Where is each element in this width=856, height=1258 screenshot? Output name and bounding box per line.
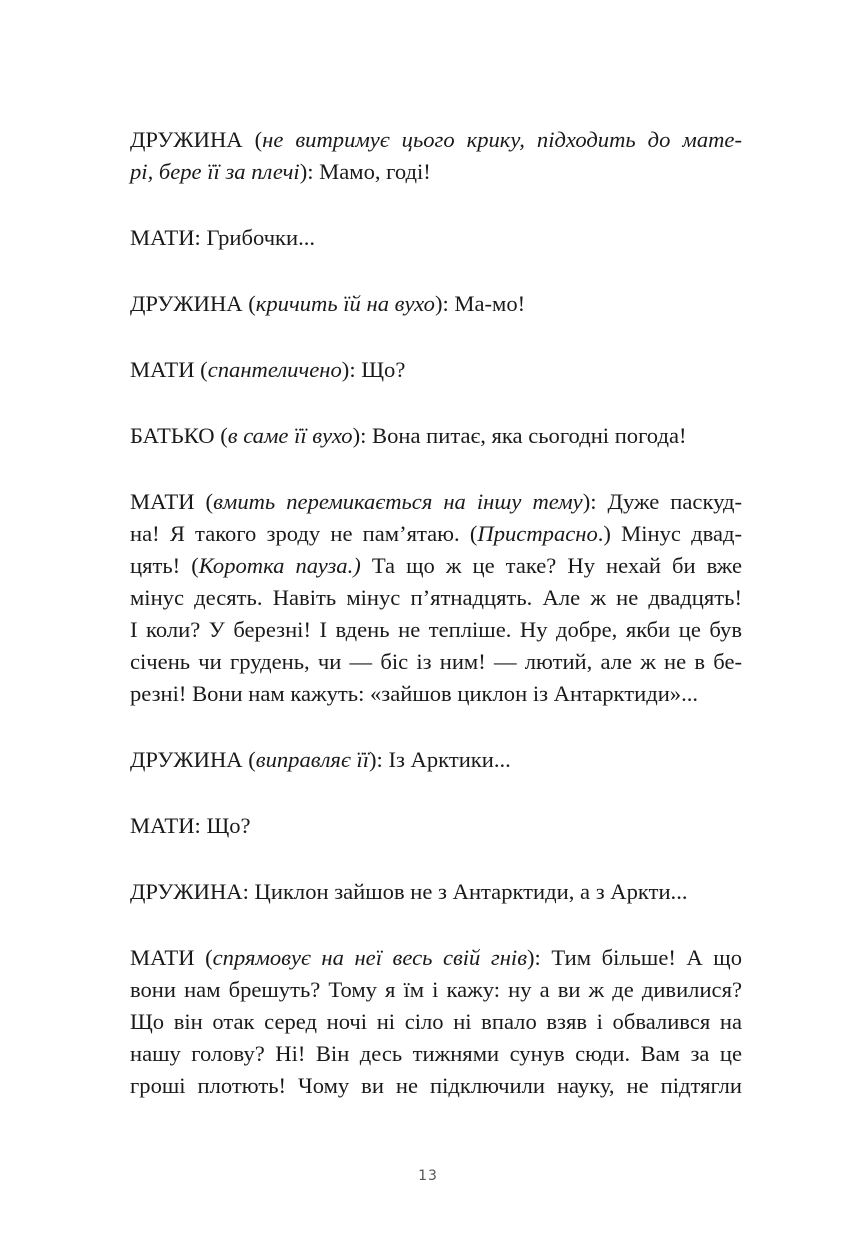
text-line: [130, 744, 742, 776]
dialogue-text: ДРУЖИНА (: [130, 291, 256, 316]
dialogue-text: ): Вона питає, яка сьогодні погода!: [352, 423, 687, 448]
dialogue-paragraph: [130, 942, 742, 1102]
dialogue-text: ): Із Арктики...: [369, 747, 511, 772]
dialogue-paragraph: [130, 222, 742, 254]
dialogue-text: ДРУЖИНА (: [130, 747, 256, 772]
dialogue-paragraph: [130, 486, 742, 710]
stage-direction: спантеличено: [207, 357, 342, 382]
dialogue-text: січень чи грудень, чи — біс із ним! — лютий, але ж не в бе-: [130, 649, 742, 674]
text-line: [130, 518, 742, 550]
dialogue-paragraph: [130, 876, 742, 908]
dialogue-text: МАТИ (: [130, 357, 208, 382]
dialogue-paragraph: [130, 744, 742, 776]
text-line: [130, 354, 742, 386]
dialogue-text: І коли? У березні! І вдень не тепліше. Ну добре, якби це був: [130, 617, 742, 642]
text-line: [130, 614, 742, 646]
stage-direction: спрямовує на неї весь свій гнів: [212, 945, 528, 970]
text-line: [130, 582, 742, 614]
play-text: [130, 124, 742, 1102]
stage-direction: вмить перемикається на іншу тему: [213, 489, 583, 514]
text-line: [130, 646, 742, 678]
text-line: [130, 876, 742, 908]
stage-direction: в саме її вухо: [227, 423, 353, 448]
dialogue-text: Та що ж це таке? Ну нехай би вже: [360, 553, 742, 578]
dialogue-text: нашу голову? Ні! Він десь тижнями сунув сюди. Вам за це: [130, 1041, 742, 1066]
dialogue-text: ): Що?: [341, 357, 406, 382]
dialogue-text: .) Мінус двад-: [597, 521, 742, 546]
text-line: [130, 1006, 742, 1038]
text-line: [130, 1038, 742, 1070]
dialogue-text: ): Дуже паскуд-: [582, 489, 742, 514]
page-number: 13: [418, 1168, 438, 1184]
dialogue-text: МАТИ (: [130, 489, 214, 514]
text-line: [130, 678, 742, 710]
stage-direction: не витримує цього крику, підходить до мате-: [262, 127, 742, 152]
dialogue-text: Що він отак серед ночі ні сіло ні впало взяв і обвалився на: [130, 1009, 742, 1034]
stage-direction: Коротка пауза.): [198, 553, 361, 578]
text-line: [130, 974, 742, 1006]
dialogue-text: ): Ма-мо!: [434, 291, 526, 316]
dialogue-text: ): Тим більше! А що: [527, 945, 742, 970]
text-line: [130, 810, 742, 842]
dialogue-paragraph: [130, 354, 742, 386]
dialogue-text: гроші плотють! Чому ви не підключили науку, не підтягли: [130, 1073, 742, 1098]
stage-direction: рі, бере її за плечі: [130, 159, 300, 184]
text-line: [130, 124, 742, 156]
dialogue-text: БАТЬКО (: [130, 423, 228, 448]
dialogue-text: ДРУЖИНА: Циклон зайшов не з Антарктиди, а з Аркти...: [130, 879, 688, 904]
dialogue-text: МАТИ: Грибочки...: [130, 225, 316, 250]
text-line: [130, 156, 742, 188]
text-line: [130, 486, 742, 518]
text-line: [130, 288, 742, 320]
text-line: [130, 420, 742, 452]
stage-direction: виправляє її: [255, 747, 369, 772]
dialogue-paragraph: [130, 420, 742, 452]
stage-direction: кричить їй на вухо: [255, 291, 435, 316]
text-line: [130, 942, 742, 974]
dialogue-text: резні! Вони нам кажуть: «зайшов циклон із Антарктиди»...: [130, 681, 699, 706]
dialogue-text: МАТИ: Що?: [130, 813, 251, 838]
text-line: [130, 1070, 742, 1102]
dialogue-text: МАТИ (: [130, 945, 213, 970]
dialogue-paragraph: [130, 124, 742, 188]
text-line: [130, 550, 742, 582]
dialogue-text: вони нам брешуть? Тому я їм і кажу: ну а ви ж де дивилися?: [130, 977, 742, 1002]
dialogue-text: ДРУЖИНА (: [130, 127, 263, 152]
text-line: [130, 222, 742, 254]
dialogue-text: цять! (: [130, 553, 199, 578]
dialogue-text: ): Мамо, годі!: [299, 159, 431, 184]
stage-direction: Пристрасно: [477, 521, 598, 546]
dialogue-paragraph: [130, 810, 742, 842]
dialogue-text: на! Я такого зроду не пам’ятаю. (: [130, 521, 478, 546]
dialogue-text: мінус десять. Навіть мінус п’ятнадцять. Але ж не двадцять!: [130, 585, 742, 610]
dialogue-paragraph: [130, 288, 742, 320]
